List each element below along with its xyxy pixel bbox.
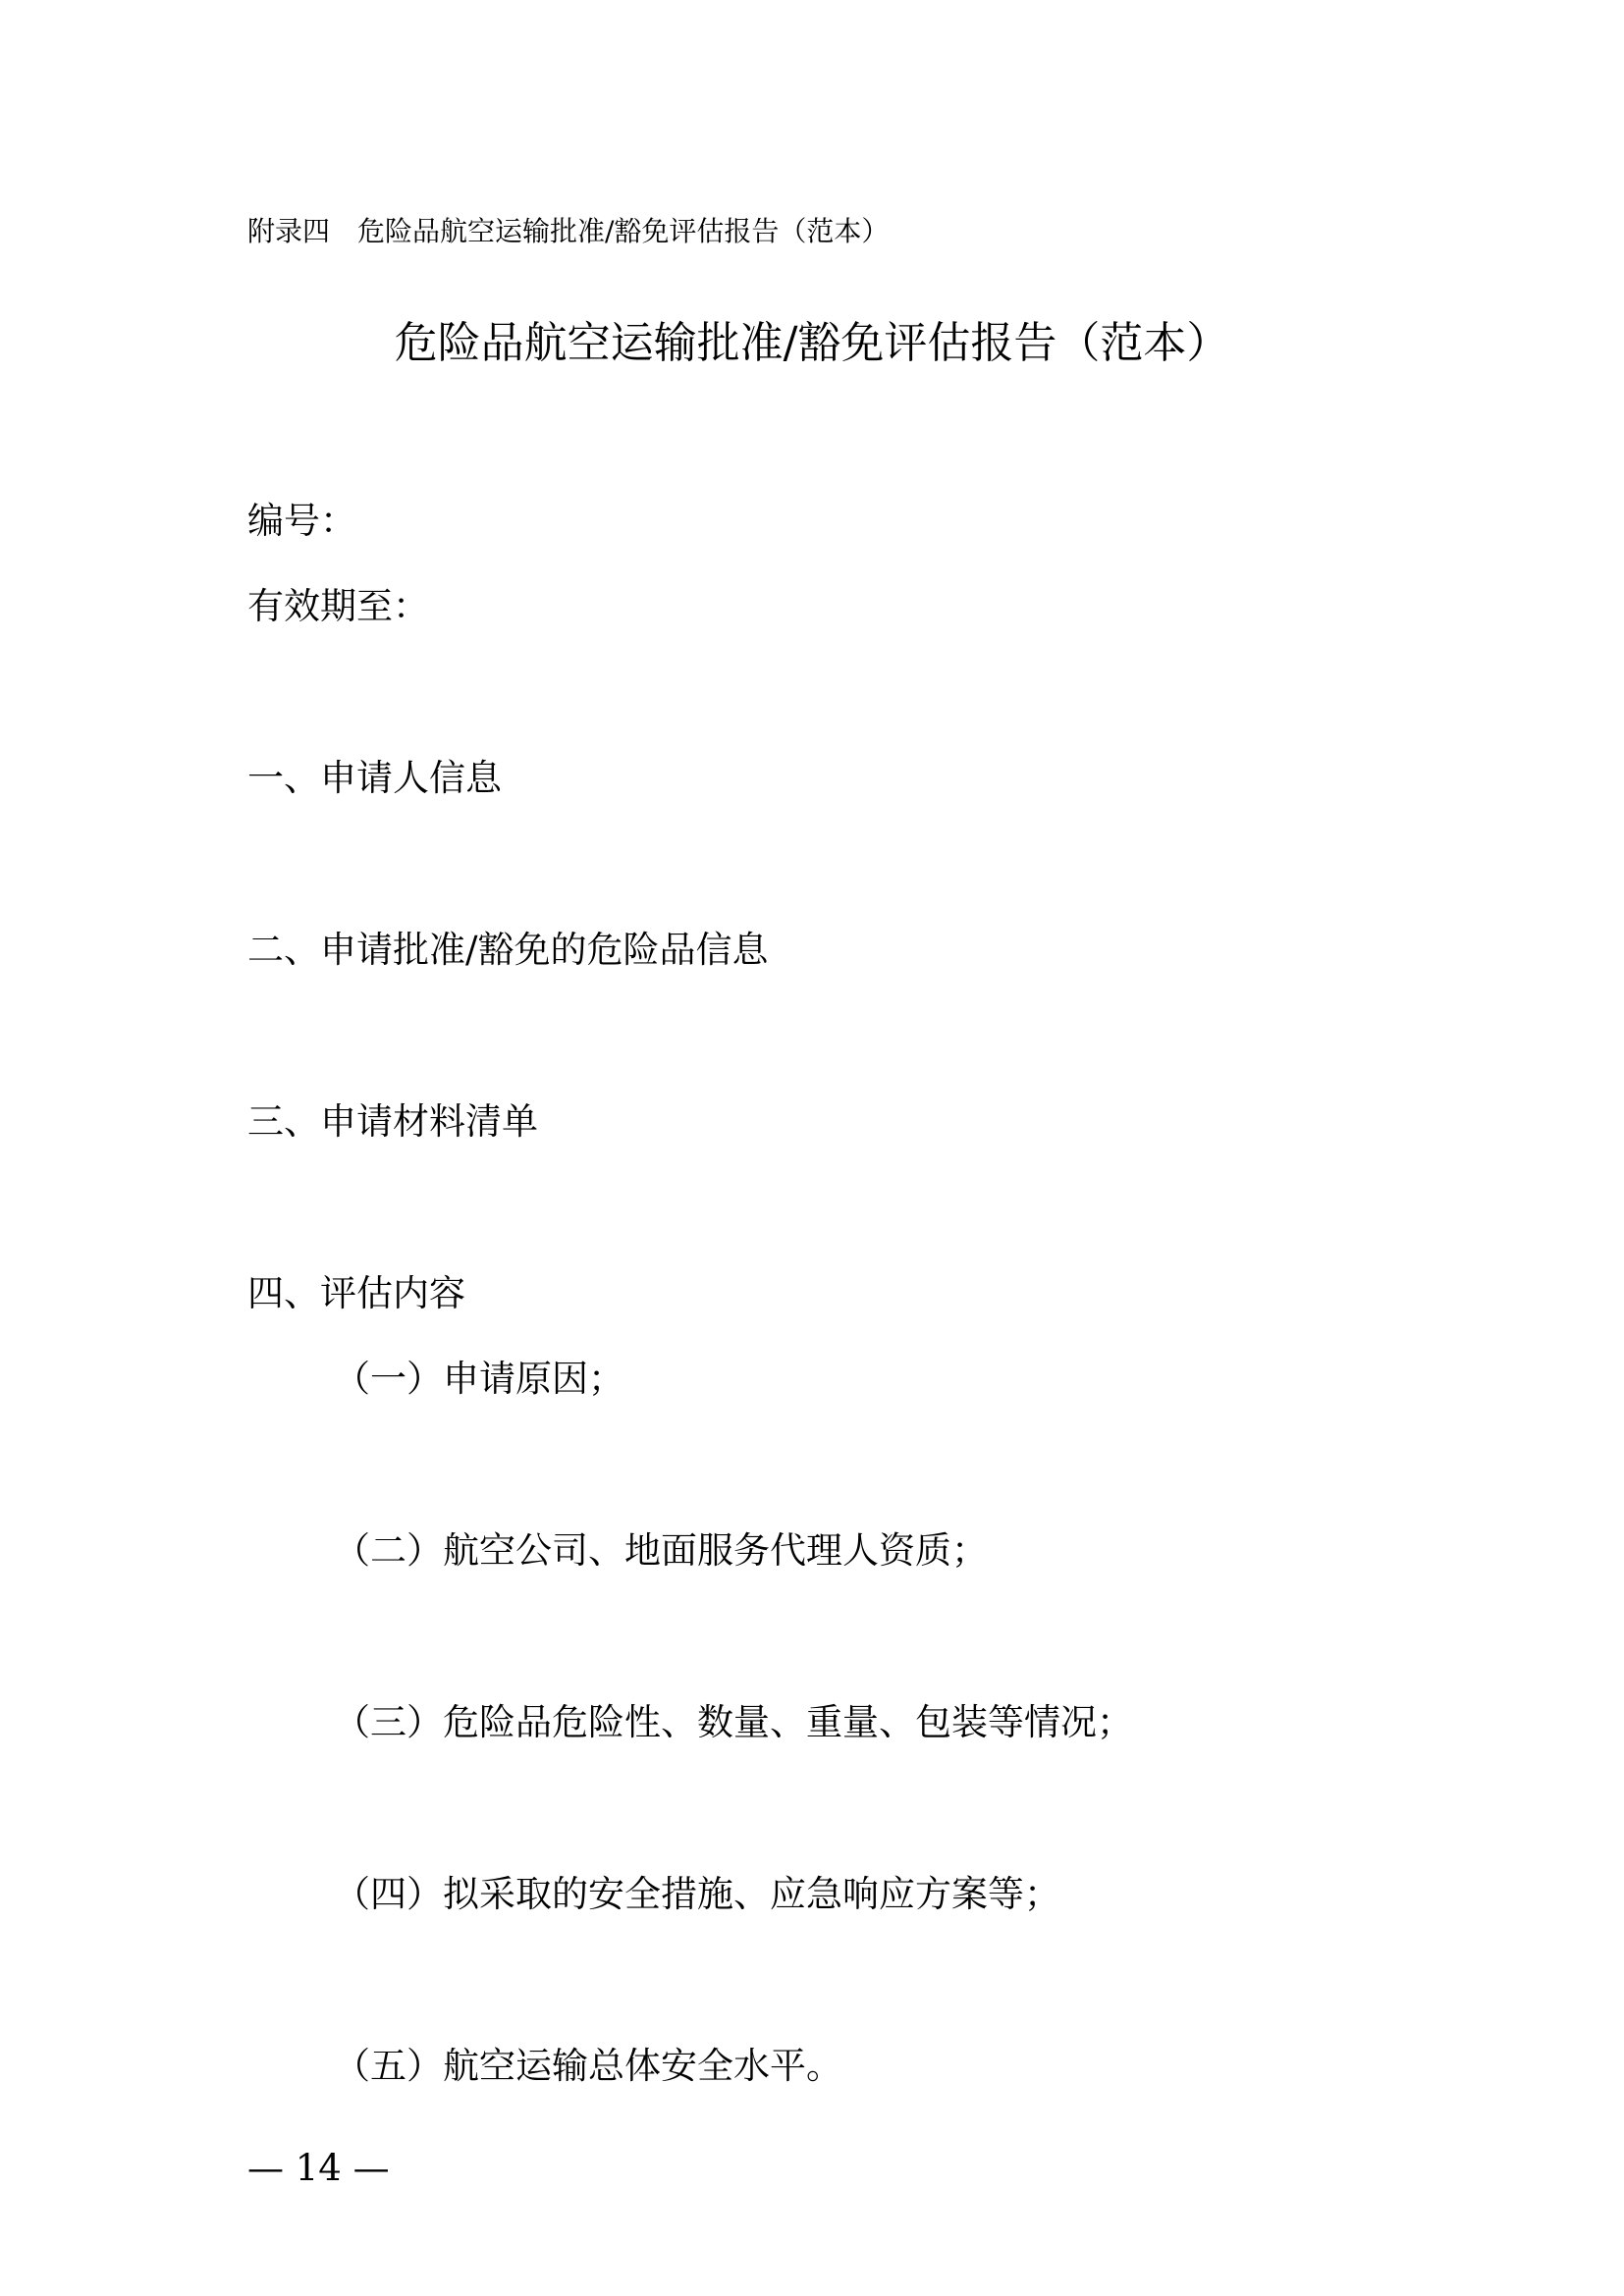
- document-title: 危险品航空运输批准/豁免评估报告（范本）: [394, 318, 1230, 368]
- page-number: — 14 —: [247, 2147, 390, 2189]
- number-field-label: 编号：: [247, 500, 356, 542]
- evaluation-item-reason: （一）申请原因；: [334, 1358, 624, 1400]
- evaluation-item-overall-safety: （五）航空运输总体安全水平。: [334, 2045, 842, 2087]
- valid-until-field-label: 有效期至：: [247, 585, 429, 627]
- appendix-label: 附录四 危险品航空运输批准/豁免评估报告（范本）: [247, 215, 890, 247]
- section-heading-applicant-info: 一、申请人信息: [247, 757, 502, 799]
- section-heading-evaluation-content: 四、评估内容: [247, 1272, 465, 1314]
- evaluation-item-safety-measures: （四）拟采取的安全措施、应急响应方案等；: [334, 1873, 1060, 1915]
- evaluation-item-qualification: （二）航空公司、地面服务代理人资质；: [334, 1529, 988, 1572]
- evaluation-item-hazard: （三）危险品危险性、数量、重量、包装等情况；: [334, 1701, 1133, 1743]
- section-heading-materials-list: 三、申请材料清单: [247, 1100, 538, 1143]
- section-heading-dangerous-goods-info: 二、申请批准/豁免的危险品信息: [247, 929, 769, 971]
